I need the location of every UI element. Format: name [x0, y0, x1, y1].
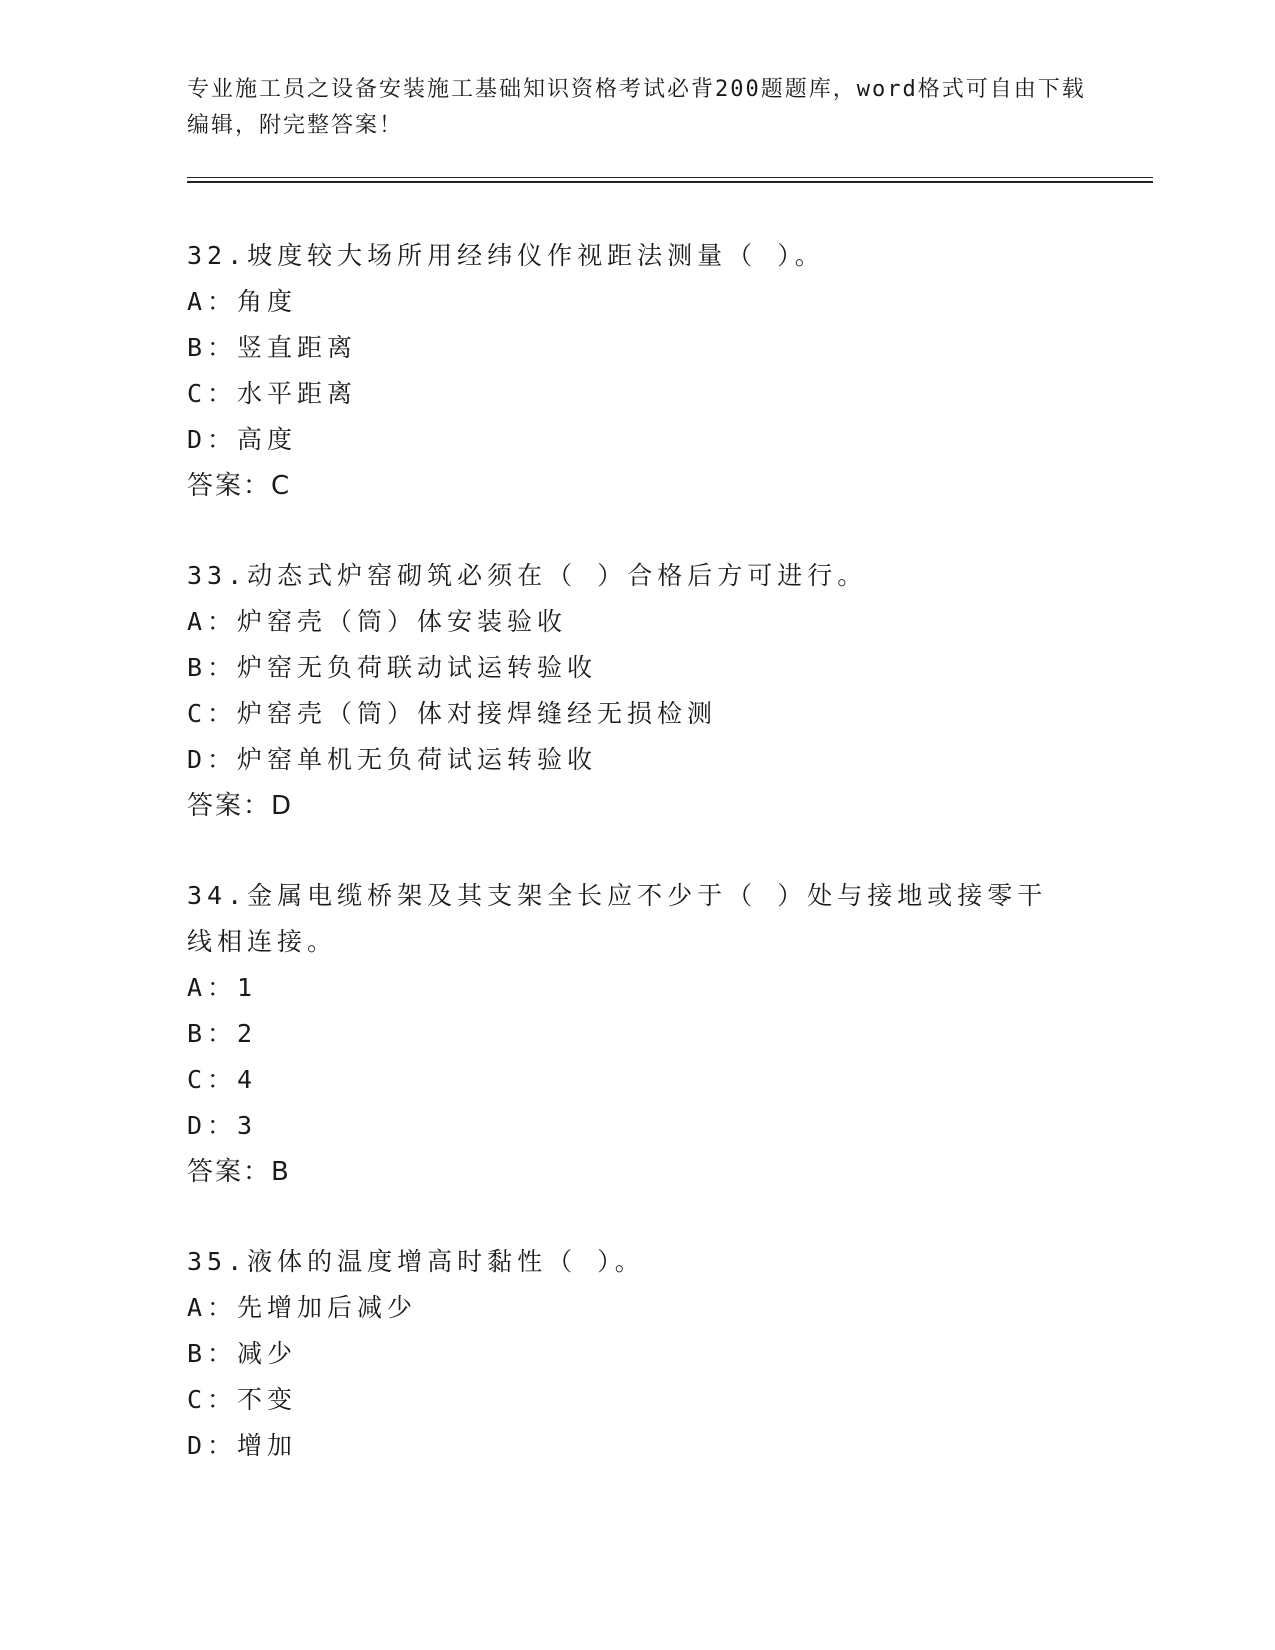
question-stem: 32.坡度较大场所用经纬仪作视距法测量（ ）。 — [187, 241, 825, 270]
option-c: C：4 — [187, 1065, 258, 1094]
answer-line: 答案：C — [187, 471, 292, 501]
question-32 — [187, 233, 1067, 509]
document-header: 专业施工员之设备安装施工基础知识资格考试必背200题题库，word格式可自由下载编辑，附完整答案！ — [187, 77, 1086, 138]
option-a: A：炉窑壳（筒）体安装验收 — [187, 607, 568, 636]
option-c: C：不变 — [187, 1385, 298, 1414]
option-c: C：炉窑壳（筒）体对接焊缝经无损检测 — [187, 699, 718, 728]
option-d: D：增加 — [187, 1431, 298, 1460]
option-b: B：减少 — [187, 1339, 298, 1368]
header-rule-thick — [187, 181, 1153, 183]
option-d: D：炉窑单机无负荷试运转验收 — [187, 745, 598, 774]
question-stem: 34.金属电缆桥架及其支架全长应不少于（ ）处与接地或接零干线相连接。 — [187, 881, 1048, 956]
question-35 — [187, 1239, 1067, 1469]
option-a: A：先增加后减少 — [187, 1293, 418, 1322]
option-d: D：高度 — [187, 425, 298, 454]
option-c: C：水平距离 — [187, 379, 358, 408]
header-rule-thin — [187, 177, 1153, 178]
option-a: A：角度 — [187, 287, 298, 316]
question-33 — [187, 553, 1067, 829]
question-stem: 33.动态式炉窑砌筑必须在（ ）合格后方可进行。 — [187, 561, 868, 590]
option-a: A：1 — [187, 973, 258, 1002]
answer-line: 答案：B — [187, 1157, 291, 1187]
option-b: B：2 — [187, 1019, 258, 1048]
question-34 — [187, 873, 1067, 1195]
option-b: B：竖直距离 — [187, 333, 358, 362]
answer-line: 答案：D — [187, 791, 294, 821]
option-b: B：炉窑无负荷联动试运转验收 — [187, 653, 598, 682]
option-d: D：3 — [187, 1111, 258, 1140]
question-stem: 35.液体的温度增高时黏性（ ）。 — [187, 1247, 645, 1276]
